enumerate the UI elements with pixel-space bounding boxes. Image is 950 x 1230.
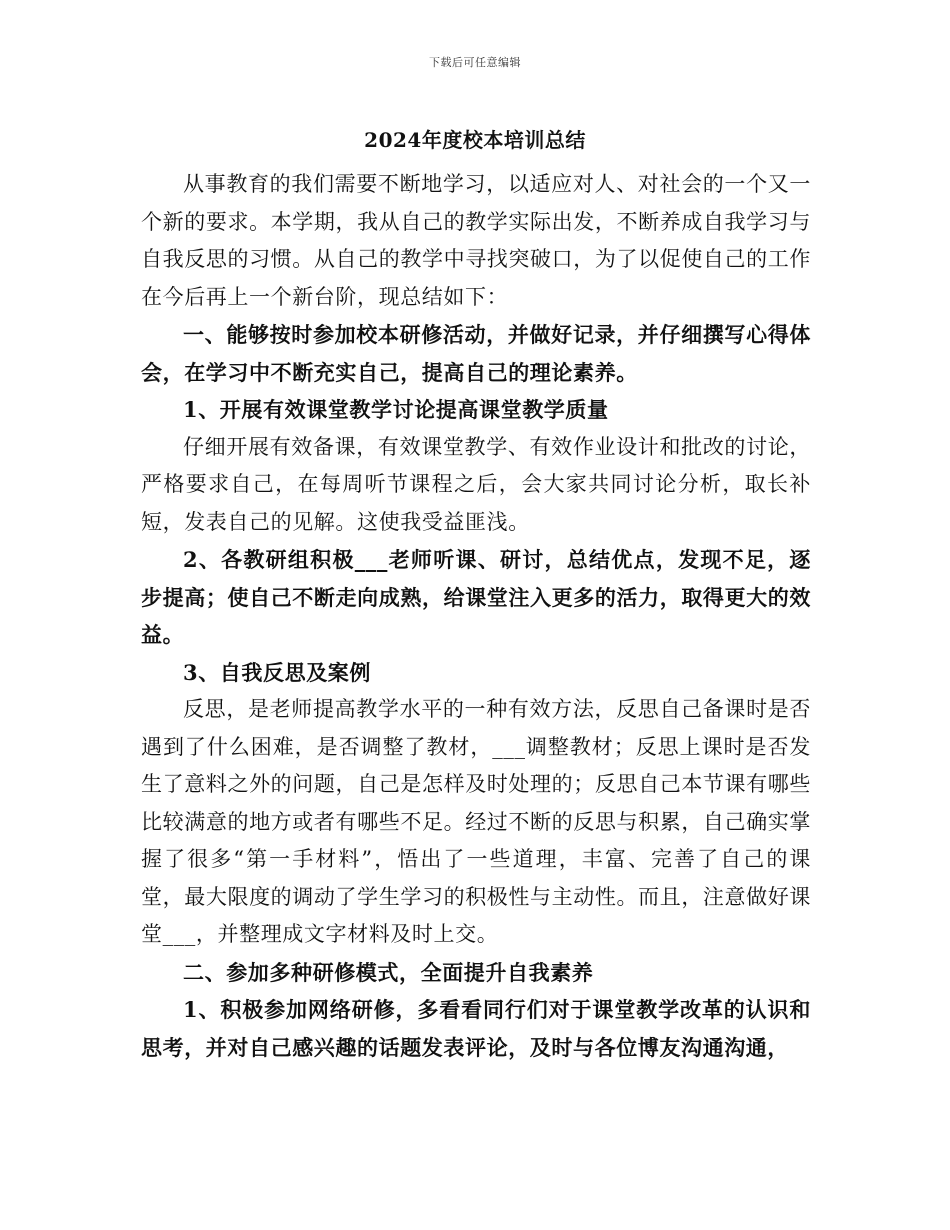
heading-subsection-1-1: 1、开展有效课堂教学讨论提高课堂教学质量 bbox=[183, 397, 609, 422]
paragraph-effective-lessons: 仔细开展有效备课，有效课堂教学、有效作业设计和批改的讨论，严格要求自己，在每周听节课程之后，会大家共同讨论分析，取长补短，发表自己的见解。这使我受益匪浅。 bbox=[141, 434, 811, 534]
heading-section-1: 一、能够按时参加校本研修活动，并做好记录，并仔细撰写心得体会，在学习中不断充实自己，提高自己的理论素养。 bbox=[141, 322, 811, 385]
document-title: 2024年度校本培训总结 bbox=[364, 128, 586, 152]
heading-subsection-2-1: 1、积极参加网络研修，多看看同行们对于课堂教学改革的认识和思考，并对自己感兴趣的话题发表评论，及时与各位博友沟通沟通， bbox=[141, 997, 811, 1060]
paragraph-reflection: 反思，是老师提高教学水平的一种有效方法，反思自己备课时是否遇到了什么困难，是否调整了教材，___调整教材；反思上课时是否发生了意料之外的问题，自己是怎样及时处理的；反思自己本节课有哪些比较满意的地方或者有哪些不足。经过不断的反思与积累，自己确实掌握了很多“第一手材料”，悟出了一些道理，丰富、完善了自己的课堂，最大限度的调动了学生学习的积极性与主动性。而且，注意做好课堂___，并整理成文字材料及时上交。 bbox=[141, 697, 811, 946]
header-note: 下载后可任意编辑 bbox=[429, 56, 521, 69]
paragraph-intro: 从事教育的我们需要不断地学习，以适应对人、对社会的一个又一个新的要求。本学期，我从自己的教学实际出发，不断养成自我学习与自我反思的习惯。从自己的教学中寻找突破口，为了以促使自己的工作在今后再上一个新台阶，现总结如下： bbox=[141, 172, 811, 309]
heading-subsection-1-2: 2、各教研组积极___老师听课、研讨，总结优点，发现不足，逐步提高；使自己不断走向成熟，给课堂注入更多的活力，取得更大的效益。 bbox=[141, 547, 811, 647]
heading-section-2: 二、参加多种研修模式，全面提升自我素养 bbox=[183, 959, 594, 985]
document-body bbox=[141, 166, 811, 1066]
heading-subsection-1-3: 3、自我反思及案例 bbox=[183, 659, 372, 685]
